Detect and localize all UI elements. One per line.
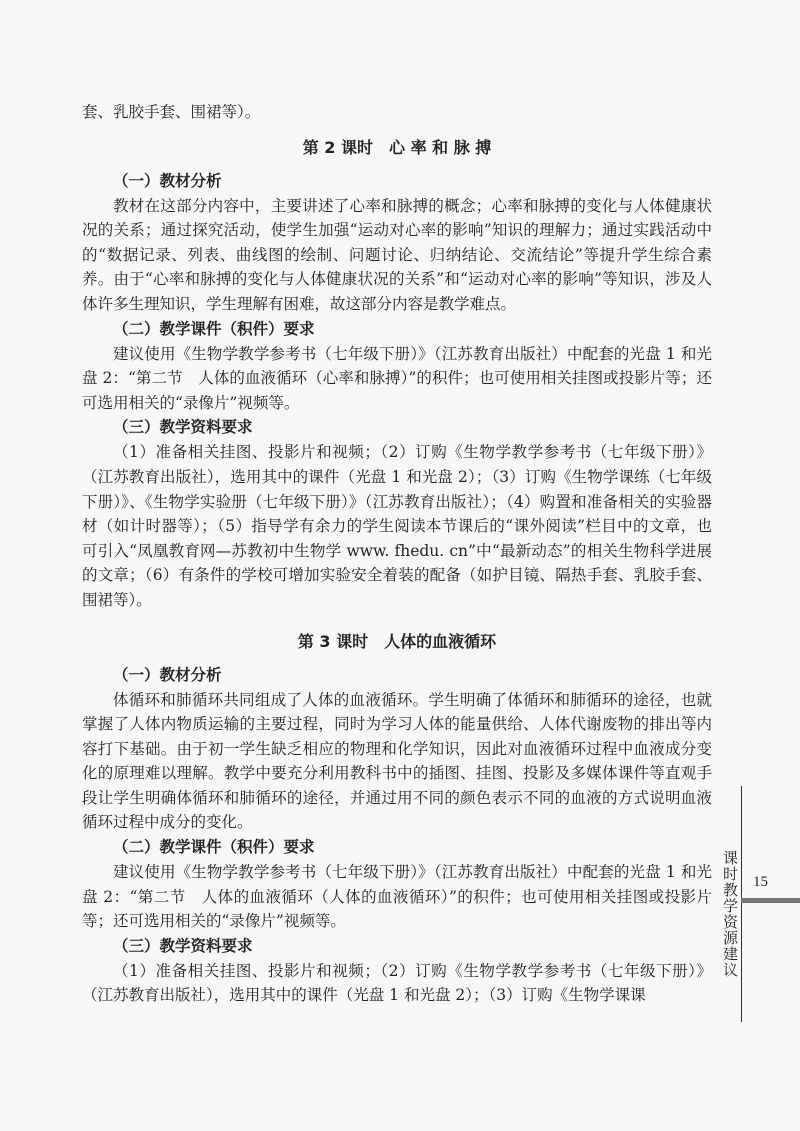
lesson3-text-analysis: 体循环和肺循环共同组成了人体的血液循环。学生明确了体循环和肺循环的途径，也就掌握了人体内物质运输的主要过程，同时为学习人体的能量供给、人体代谢废物的排出等内容打下基础。由于初一学生缺乏相应的物理和化学知识，因此对血液循环过程中血液成分变化的原理难以理解。教学中要充分利用教科书中的插图、挂图、投影及多媒体课件等直观手段让学生明确体循环和肺循环的途径，并通过用不同的颜色表示不同的血液的方式说明血液循环过程中成分的变化。: [82, 690, 712, 832]
lesson3-heading-courseware: （二）教学课件（积件）要求: [113, 838, 315, 857]
page-number: 15: [753, 874, 768, 890]
lesson3-heading-materials: （三）教学资料要求: [113, 936, 253, 955]
lesson2-title: 第 2 课时 心 率 和 脉 搏: [302, 137, 492, 157]
lesson3-text-courseware: 建议使用《生物学教学参考书（七年级下册）》（江苏教育出版社）中配套的光盘 1 和光盘 2：“第二节 人体的血液循环（人体的血液循环）”的积件；也可使用相关挂图或投影片等；还可选用相关的“录像片”视频等。: [82, 863, 712, 931]
margin-rule: [741, 786, 742, 1022]
section-label: 课时教学资源建议: [721, 850, 739, 978]
lesson2-heading-materials: （三）教学资料要求: [113, 418, 253, 437]
lesson2-text-analysis: 教材在这部分内容中，主要讲述了心率和脉搏的概念；心率和脉搏的变化与人体健康状况的关系；通过探究活动，使学生加强“运动对心率的影响”知识的理解力；通过实践活动中的“数据记录、列表、曲线图的绘制、问题讨论、归纳结论、交流结论”等提升学生综合素养。由于“心率和脉搏的变化与人体健康状况的关系”和“运动对心率的影响”等知识，涉及人体许多生理知识，学生理解有困难，故这部分内容是教学难点。: [82, 196, 712, 313]
page-content: [82, 100, 712, 1008]
lesson3-text-materials: （1）准备相关挂图、投影片和视频；（2）订购《生物学教学参考书（七年级下册）》（江苏教育出版社），选用其中的课件（光盘 1 和光盘 2）；（3）订购《生物学课课: [82, 961, 712, 1005]
lesson3-title: 第 3 课时 人体的血液循环: [297, 631, 497, 651]
lesson3-heading-analysis: （一）教材分析: [113, 665, 222, 684]
side-margin-tab: [723, 786, 800, 1026]
paragraph-continued: 套、乳胶手套、围裙等）。: [82, 103, 261, 121]
lesson2-heading-analysis: （一）教材分析: [113, 171, 222, 190]
lesson2-heading-courseware: （二）教学课件（积件）要求: [113, 319, 315, 338]
lesson2-text-materials: （1）准备相关挂图、投影片和视频；（2）订购《生物学教学参考书（七年级下册）》（江苏教育出版社），选用其中的课件（光盘 1 和光盘 2）；（3）订购《生物学课练（七年级下册）》、《生物学实验册（七年级下册）》（江苏教育出版社）；（4）购置和准备相关的实验器材（如计时器等）；（5）指导学有余力的学生阅读本节课后的“课外阅读”栏目中的文章，也可引入“凤凰教育网—苏教初中生物学 www. fhedu. cn”中“最新动态”的相关生物科学进展的文章；（6）有条件的学校可增加实验安全着装的配备（如护目镜、隔热手套、乳胶手套、围裙等）。: [82, 443, 712, 609]
lesson2-text-courseware: 建议使用《生物学教学参考书（七年级下册）》（江苏教育出版社）中配套的光盘 1 和光盘 2：“第二节 人体的血液循环（心率和脉搏）”的积件；也可使用相关挂图或投影片等；还可选用相关的“录像片”视频等。: [82, 344, 712, 412]
page-number-bar: [741, 898, 800, 903]
